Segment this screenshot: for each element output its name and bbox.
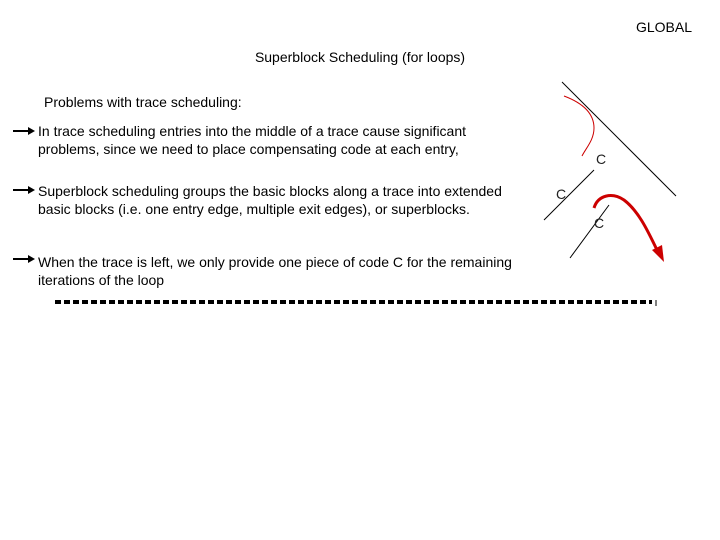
compensation-code-label: C <box>594 215 605 231</box>
back-edge-arrowhead <box>652 245 664 262</box>
entry-edge <box>544 170 594 220</box>
compensation-code-label: C <box>556 186 567 202</box>
corner-label: GLOBAL <box>635 19 692 35</box>
bullet-item: Superblock scheduling groups the basic blocks along a trace into extended basic blocks (i.e. one entry edge, multiple exit edges), or superblocks. <box>38 183 502 217</box>
bullet-item: When the trace is left, we only provide one piece of code C for the remaining iterations of the loop <box>38 254 512 288</box>
trace-line <box>562 82 676 196</box>
trace-loop-arc <box>564 96 594 156</box>
slide-title: Superblock Scheduling (for loops) <box>254 49 466 65</box>
bullet-item: In trace scheduling entries into the middle of a trace cause significant problems, since we need to place compensating code at each entry, <box>38 123 467 157</box>
compensation-code-label: C <box>596 151 607 167</box>
exit-edge <box>570 205 609 258</box>
subheading: Problems with trace scheduling: <box>44 94 242 110</box>
